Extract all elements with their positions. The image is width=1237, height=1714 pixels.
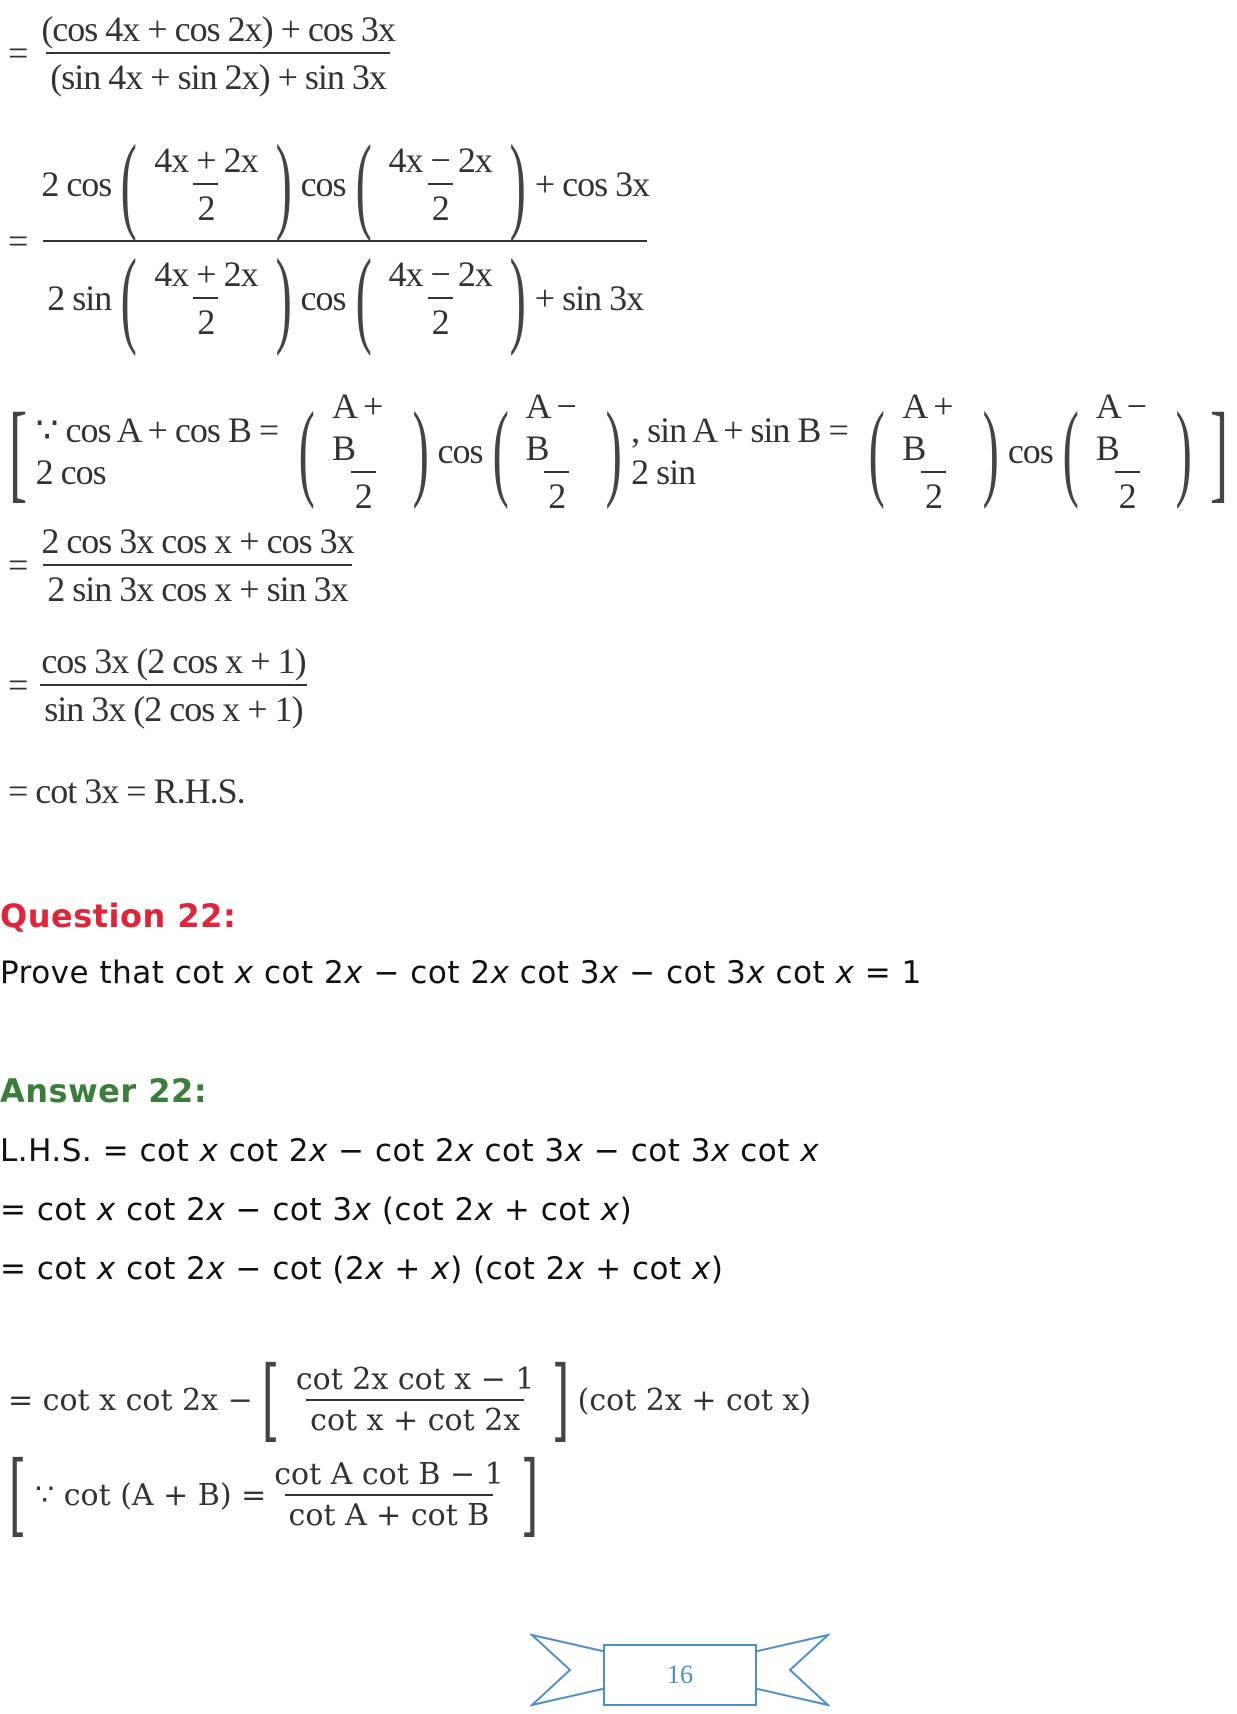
fraction — [37, 520, 357, 610]
term: + cos 3x — [534, 164, 650, 204]
text-segment: L.H.S. = cot — [0, 1133, 200, 1169]
text-segment: cot 3 — [509, 955, 601, 991]
fraction — [37, 640, 309, 730]
text-segment: − cot 3 — [583, 1133, 712, 1169]
fraction — [270, 1457, 507, 1533]
text-segment: cot — [174, 955, 235, 991]
denominator: sin 3x (2 cos x + 1) — [40, 684, 306, 730]
variable: x — [490, 955, 510, 991]
numerator: cot A cot B − 1 — [274, 1457, 504, 1492]
text-segment: cot 2 — [115, 1251, 207, 1287]
text-segment: cot 2 — [115, 1192, 207, 1228]
term: 2 — [1115, 471, 1140, 517]
variable: x — [564, 1133, 584, 1169]
text-segment: (cot 2 — [371, 1192, 475, 1228]
text-segment: = cot — [0, 1192, 97, 1228]
variable: x — [565, 1251, 585, 1287]
term: A − B — [1095, 386, 1147, 468]
variable: x — [365, 1251, 385, 1287]
term: A + B — [331, 386, 383, 468]
term: cos — [437, 431, 483, 471]
term: 2 cos — [41, 164, 112, 204]
text-segment: + — [384, 1251, 432, 1287]
term: 2 — [351, 471, 376, 517]
identity-hint: [ ∵ cos A + cos B = 2 cos ( $\frac{A + B}{2}$ ) cos ( $\frac{A - B}{2}$ ) , sin A + sin B = 2 sin ( $\frac{A + B}{2}$ ) cos ( $\frac{A - B}{2}$ ) ] — [8, 386, 1229, 516]
term: , sin A + sin B = 2 sin — [631, 410, 848, 492]
denominator: cot A + cot B — [285, 1494, 494, 1533]
variable: x — [96, 1192, 116, 1228]
answer-line-1 — [0, 1133, 819, 1169]
variable: x — [206, 1192, 226, 1228]
text-segment: cot — [765, 955, 836, 991]
step-5: = $\frac{\text{cos 3x (2 cos x + 1)}}{\text{sin 3x (2 cos x + 1)}}$ — [8, 640, 314, 730]
cot-sum-identity: [ ∵ cot (A + B) = $\frac{\text{cot A cot B − 1}}{\text{cot A + cot B}}$ ] — [8, 1442, 539, 1547]
term: 4x − 2x — [388, 254, 492, 294]
variable: x — [600, 1192, 620, 1228]
answer-line-2 — [0, 1192, 632, 1228]
text-segment: + cot — [584, 1251, 692, 1287]
variable: x — [308, 1133, 328, 1169]
denominator: 2 sin 3x cos x + sin 3x — [43, 564, 351, 610]
variable: x — [96, 1251, 116, 1287]
denominator: (sin 4x + sin 2x) + sin 3x — [46, 52, 390, 98]
fraction — [292, 1362, 539, 1438]
term: = cot x cot 2x − — [8, 1382, 253, 1418]
fraction: 2 cos ( $\frac{4x + 2x}{2}$ ) cos ( $\frac{4x - 2x}{2}$ ) + cos 3x 2 sin ( $\frac{4x + 2x}{2}$ ) cos ( $\frac{4x - 2x}{2}$ ) + sin 3x — [41, 124, 650, 357]
page-number-ribbon — [530, 1630, 830, 1710]
text-segment: − cot 2 — [327, 1133, 456, 1169]
variable: x — [474, 1192, 494, 1228]
answer-line-3 — [0, 1251, 723, 1287]
text-segment: cot 2 — [218, 1133, 309, 1169]
variable: x — [835, 955, 855, 991]
question-heading: Question 22: — [0, 897, 237, 935]
answer-heading: Answer 22: — [0, 1072, 208, 1110]
variable: x — [234, 955, 254, 991]
variable: x — [199, 1133, 219, 1169]
text-segment: cot 2 — [253, 955, 345, 991]
variable: x — [431, 1251, 451, 1287]
variable: x — [691, 1251, 711, 1287]
term: 4x − 2x — [388, 140, 492, 180]
text-segment: ) (cot 2 — [450, 1251, 566, 1287]
variable: x — [344, 955, 364, 991]
term: 2 — [193, 183, 218, 229]
variable: x — [600, 955, 619, 991]
numerator: (cos 4x + cos 2x) + cos 3x — [41, 9, 395, 49]
text-segment: cot 3 — [474, 1133, 565, 1169]
numerator: cot 2x cot x − 1 — [295, 1362, 535, 1397]
text-segment: ) — [710, 1251, 724, 1287]
text-segment: + cot — [493, 1192, 601, 1228]
term: (cot 2x + cot x) — [577, 1382, 812, 1418]
step-4: = $\frac{\text{2 cos 3x cos x + cos 3x}}{\text{2 sin 3x cos x + sin 3x}}$ — [8, 520, 362, 610]
text-segment: − cot 3 — [618, 955, 747, 991]
page-number: 16 — [667, 1660, 693, 1689]
text-segment: − cot (2 — [225, 1251, 366, 1287]
term: 2 — [193, 297, 218, 343]
text-segment: = cot — [0, 1251, 97, 1287]
term: cos — [1007, 431, 1053, 471]
term: A + B — [902, 386, 953, 468]
text-segment: cot — [729, 1133, 801, 1169]
numerator: cos 3x (2 cos x + 1) — [41, 641, 306, 681]
variable: x — [455, 1133, 475, 1169]
question-text: Prove that cot x cot 2x − cot 2x cot 3x − cot 3x cot x = 1 — [0, 955, 922, 991]
term: 4x + 2x — [154, 140, 258, 180]
term: 2 sin — [47, 278, 112, 318]
answer-step-4: = cot x cot 2x − [ $\frac{\text{cot 2x cot x − 1}}{\text{cot x + cot 2x}}$ ] (cot 2x + cot x) — [8, 1347, 812, 1452]
fraction — [37, 8, 399, 98]
term: 2 — [428, 183, 453, 229]
term: cos — [300, 278, 346, 318]
term: ∵ cos A + cos B = 2 cos — [35, 410, 279, 492]
term: ∵ cot (A + B) = — [35, 1477, 267, 1513]
variable: x — [352, 1192, 372, 1228]
term: A − B — [525, 386, 576, 468]
term: 4x + 2x — [154, 254, 258, 294]
numerator: 2 cos 3x cos x + cos 3x — [41, 521, 354, 561]
text-segment: − cot 2 — [363, 955, 491, 991]
term: 2 — [428, 297, 453, 343]
term: cos — [300, 164, 346, 204]
term: 2 — [544, 471, 569, 517]
question-expression — [175, 955, 922, 991]
step-6: = cot 3x = R.H.S. — [8, 771, 245, 811]
variable: x — [711, 1133, 730, 1169]
variable: x — [746, 955, 766, 991]
text-segment: = 1 — [854, 955, 922, 991]
text-segment: ) — [619, 1192, 633, 1228]
variable: x — [206, 1251, 226, 1287]
step-2: = 2 cos ( $\frac{4x + 2x}{2}$ ) cos ( $\frac{4x - 2x}{2}$ ) + cos 3x 2 sin ( $\frac{4x + 2x}{2}$ ) cos ( $\frac{4x - 2x}{2}$ ) + sin 3x — [8, 130, 657, 352]
term: 2 — [921, 471, 946, 517]
step-1: = $\frac{(\cos 4x + \cos 2x) + \cos 3x}{(\sin 4x + \sin 2x) + \sin 3x}$ — [8, 8, 403, 98]
text-segment: − cot 3 — [225, 1192, 353, 1228]
term: + sin 3x — [534, 278, 644, 318]
denominator: cot x + cot 2x — [306, 1399, 524, 1438]
variable: x — [800, 1133, 820, 1169]
